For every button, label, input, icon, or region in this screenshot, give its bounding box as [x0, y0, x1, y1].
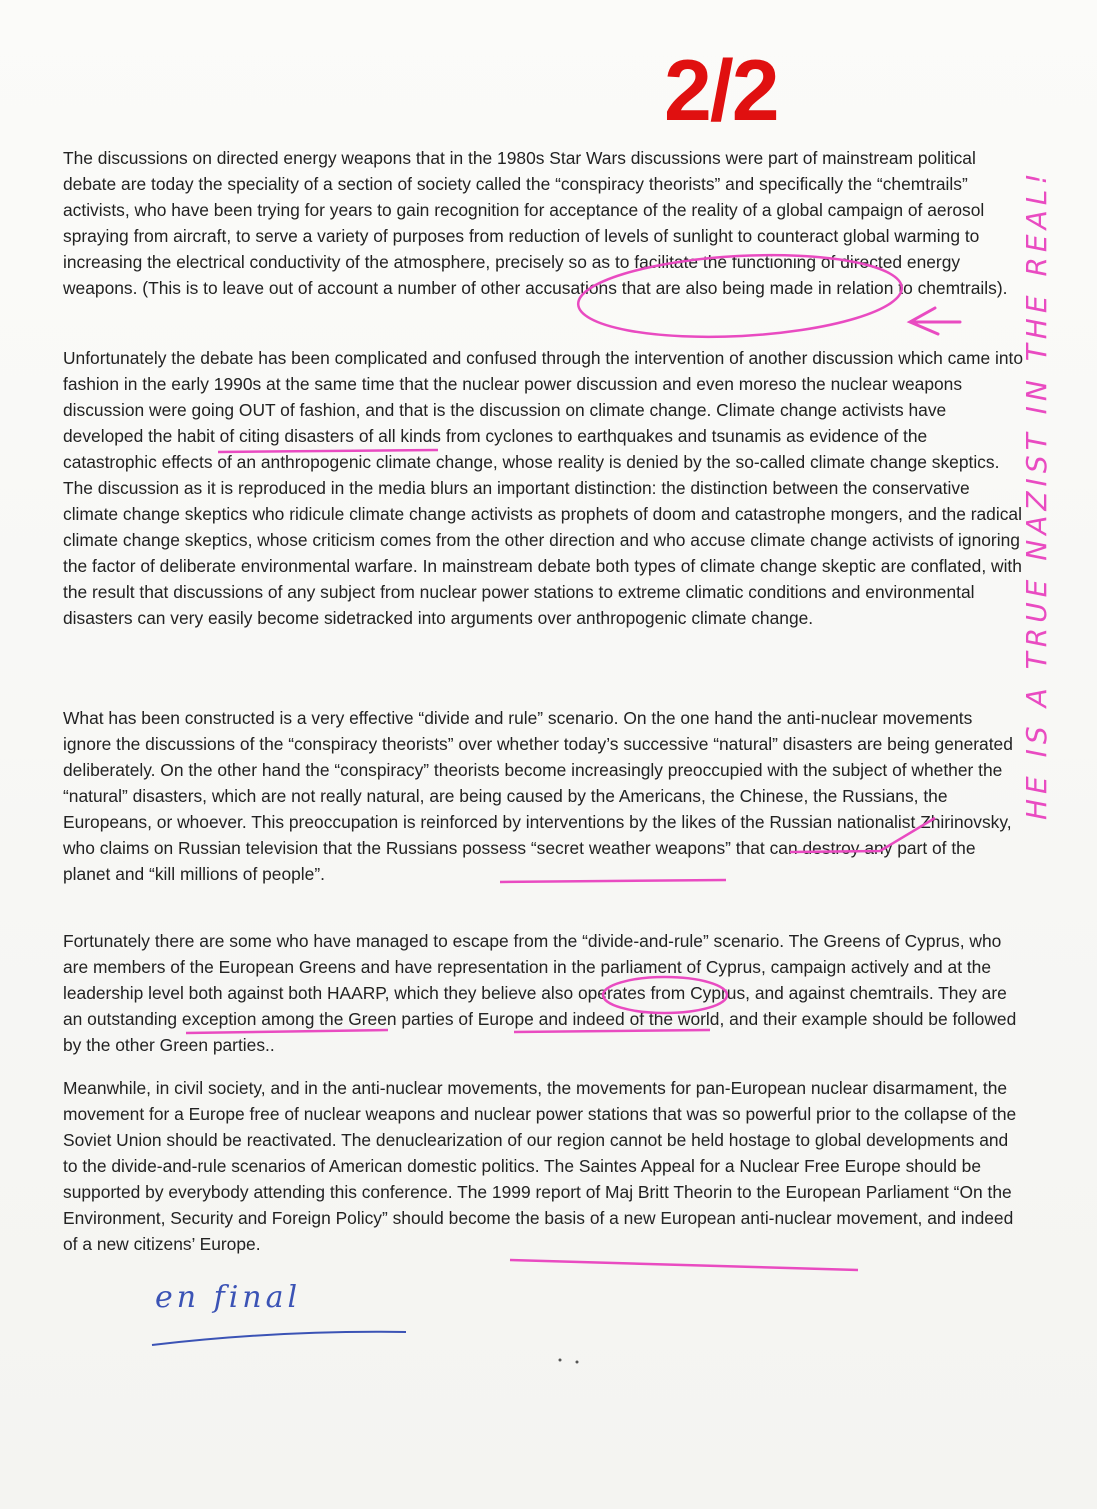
- ink-speck: [576, 1361, 579, 1364]
- paragraph-text: Meanwhile, in civil society, and in the anti-nuclear movements, the movements for pan-European nuclear disarmament, the movement for a Europe free of nuclear weapons and nuclear power stations that was so powerful prior to the collapse of the Soviet Union should be reactivated. The denuclearization of our region cannot be held hostage to global developments and to the divide-and-rule scenarios of American domestic politics. The Saintes Appeal for a Nuclear Free Europe should be supported by everybody attending this conference. The 1999 report of Maj Britt Theorin to the European Parliament “On the Environment, Security and Foreign Policy” should become the basis of a new European anti-nuclear movement, and indeed of a new citizens’ Europe.: [63, 1078, 1017, 1254]
- paragraph-2: [63, 345, 1023, 631]
- margin-annotation: HE IS A TRUE NAZIST IN THE REAL!: [1020, 168, 1053, 820]
- paragraph-4: [63, 928, 1023, 1058]
- handwritten-note: en final: [155, 1280, 302, 1315]
- page-marker: 2/2: [664, 43, 778, 139]
- paragraph-text: Fortunately there are some who have managed to escape from the “divide-and-rule” scenario. The Greens of Cyprus, who are members of the European Greens and have representation in the parliament of Cyprus, campaign actively and at the leadership level both against both HAARP, which they believe also operates from Cyprus, and against chemtrails. They are an outstanding exception among the Green parties of Europe and indeed of the world, and their example should be followed by the other Green parties..: [63, 931, 1017, 1055]
- ink-speck: [559, 1359, 562, 1362]
- annotation-arrow: [910, 308, 960, 334]
- annotation-underline: [510, 1260, 858, 1270]
- paragraph-text: What has been constructed is a very effective “divide and rule” scenario. On the one hand the anti-nuclear movements ignore the discussions of the “conspiracy theorists” over whether today’s successive “natural” disasters are being generated deliberately. On the other hand the “conspiracy” theorists become increasingly preoccupied with the subject of whether the “natural” disasters, which are not really natural, are being caused by the Americans, the Chinese, the Russians, the Europeans, or whoever. This preoccupation is reinforced by interventions by the likes of the Russian nationalist Zhirinovsky, who claims on Russian television that the Russians possess “secret weather weapons” that can destroy any part of the planet and “kill millions of people”.: [63, 708, 1013, 884]
- paragraph-text: Unfortunately the debate has been complicated and confused through the intervention of another discussion which came into fashion in the early 1990s at the same time that the nuclear power discussion and even moreso the nuclear weapons discussion were going OUT of fashion, and that is the discussion on climate change. Climate change activists have developed the habit of citing disasters of all kinds from cyclones to earthquakes and tsunamis as evidence of the catastrophic effects of an anthropogenic climate change, whose reality is denied by the so-called climate change skeptics. The discussion as it is reproduced in the media blurs an important distinction: the distinction between the conservative climate change skeptics who ridicule climate change activists as prophets of doom and catastrophe mongers, and the radical climate change skeptics, whose criticism comes from the other direction and who accuse climate change activists of ignoring the factor of deliberate environmental warfare. In mainstream debate both types of climate change skeptic are conflated, with the result that discussions of any subject from nuclear power stations to extreme climatic conditions and environmental disasters can very easily become sidetracked into arguments over anthropogenic climate change.: [63, 348, 1024, 628]
- paragraph-text: The discussions on directed energy weapons that in the 1980s Star Wars discussions were part of mainstream political debate are today the speciality of a section of society called the “conspiracy theorists” and specifically the “chemtrails” activists, who have been trying for years to gain recognition for acceptance of the reality of a global campaign of aerosol spraying from aircraft, to serve a variety of purposes from reduction of levels of sunlight to counteract global warming to increasing the electrical conductivity of the atmosphere, precisely so as to facilitate the functioning of directed energy weapons. (This is to leave out of account a number of other accusations that are also being made in relation to chemtrails).: [63, 148, 1008, 298]
- paragraph-3: [63, 705, 1023, 887]
- paragraph-1: [63, 145, 1023, 301]
- paragraph-5: [63, 1075, 1023, 1257]
- annotation-underline: [152, 1332, 406, 1345]
